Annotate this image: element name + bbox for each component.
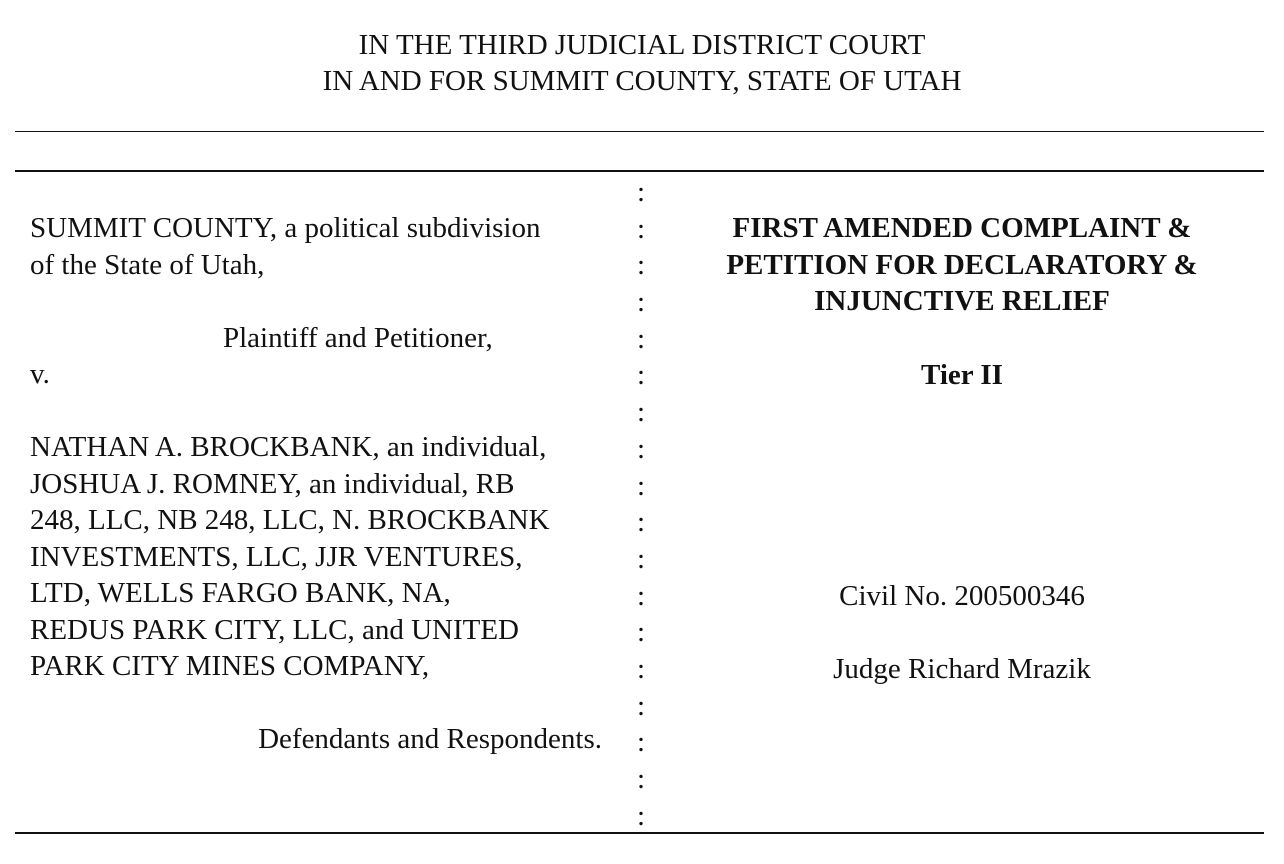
tier-designation: Tier II [921,359,1003,391]
plaintiff-name-line-1: SUMMIT COUNTY, a political subdivision [30,212,541,244]
colon-separator: : [636,359,646,392]
plaintiff-name-line-2: of the State of Utah, [30,248,265,281]
defendant-name-line-5: LTD, WELLS FARGO BANK, NA, [30,577,451,609]
colon-separator: : [636,286,646,319]
court-heading [0,27,1284,99]
colon-separator: : [636,176,646,208]
colon-separator: : [636,469,646,502]
caption-spacer [30,283,620,320]
colon-separator: : [636,506,646,539]
colon-separator: : [636,652,646,685]
caption-spacer [30,685,620,722]
assigned-judge: Judge Richard Mrazik [833,653,1091,685]
header-divider-upper [15,131,1264,132]
document-title-line-3: INJUNCTIVE RELIEF [814,285,1110,317]
caption-colon-divider [630,174,652,834]
colon-separator: : [636,396,646,429]
caption-top-rule [15,170,1264,172]
colon-separator: : [636,763,646,795]
civil-case-number: Civil No. 200500346 [839,580,1085,612]
colon-separator: : [636,726,646,759]
document-title-line-1: FIRST AMENDED COMPLAINT & [732,212,1192,244]
defendant-name-line-1: NATHAN A. BROCKBANK, an individual, [30,431,547,463]
caption-spacer [30,393,620,430]
defendant-name-line-7: PARK CITY MINES COMPANY, [30,650,430,682]
colon-separator: : [636,579,646,612]
colon-separator: : [636,322,646,355]
court-heading-line-2: IN AND FOR SUMMIT COUNTY, STATE OF UTAH [322,65,962,97]
defendant-name-line-2: JOSHUA J. ROMNEY, an individual, RB [30,467,515,500]
defendant-name-line-6: REDUS PARK CITY, LLC, and UNITED [30,613,519,646]
document-title-line-2: PETITION FOR DECLARATORY & [726,248,1198,281]
defendant-role: Defendants and Respondents. [258,723,602,755]
party-caption [30,210,620,758]
colon-separator: : [636,432,646,465]
defendant-name-line-3: 248, LLC, NB 248, LLC, N. BROCKBANK [30,504,550,536]
defendant-name-line-4: INVESTMENTS, LLC, JJR VENTURES, [30,540,523,573]
colon-separator: : [636,212,646,245]
colon-separator: : [636,616,646,649]
court-heading-line-1: IN THE THIRD JUDICIAL DISTRICT COURT [358,29,926,61]
versus-label: v. [30,358,50,390]
colon-separator: : [636,542,646,575]
colon-separator: : [636,689,646,722]
colon-separator: : [636,799,646,832]
plaintiff-role: Plaintiff and Petitioner, [223,321,493,354]
document-title [662,210,1262,320]
colon-separator: : [636,249,646,282]
